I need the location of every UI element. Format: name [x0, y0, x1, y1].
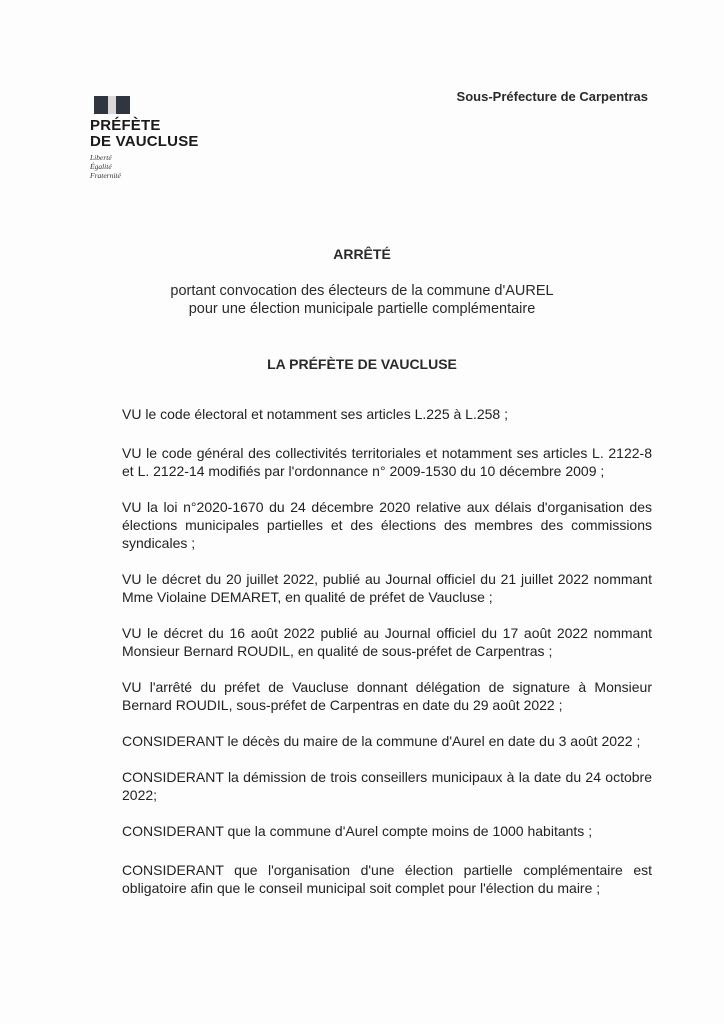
paragraph: VU l'arrêté du préfet de Vaucluse donnant délégation de signature à Monsieur Bernard ROUDIL, sous-préfet de Carpentras en date du 29 août 2022 ; — [122, 679, 652, 713]
logo-line-2: DE VAUCLUSE — [90, 133, 199, 150]
paragraph: CONSIDERANT le décès du maire de la commune d'Aurel en date du 3 août 2022 ; — [122, 733, 641, 749]
paragraph: VU le décret du 16 août 2022 publié au Journal officiel du 17 août 2022 nommant Monsieur Bernard ROUDIL, en qualité de sous-préfet de Carpentras ; — [122, 625, 652, 659]
logo-line-1: PRÉFÈTE — [90, 117, 161, 134]
paragraph: VU le décret du 20 juillet 2022, publié au Journal officiel du 21 juillet 2022 nommant Mme Violaine DEMARET, en qualité de préfet de Vaucluse ; — [122, 571, 652, 605]
paragraph: CONSIDERANT la démission de trois conseillers municipaux à la date du 24 octobre 2022; — [122, 769, 652, 803]
motto-liberte: Liberté — [90, 153, 112, 162]
paragraph: VU la loi n°2020-1670 du 24 décembre 2020 relative aux délais d'organisation des élections municipales partielles et des élections des membres des commissions syndicales ; — [122, 499, 652, 551]
subject-line-2: pour une élection municipale partielle complémentaire — [188, 301, 536, 317]
subprefecture-heading: Sous-Préfecture de Carpentras — [456, 89, 648, 104]
paragraph: CONSIDERANT que l'organisation d'une élection partielle complémentaire est obligatoire afin que le conseil municipal soit complet pour l'élection du maire ; — [122, 862, 652, 896]
document-subject — [0, 282, 724, 318]
motto-fraternite: Fraternité — [90, 171, 121, 180]
prefecture-logo — [90, 96, 230, 180]
paragraph: VU le code électoral et notamment ses articles L.225 à L.258 ; — [122, 406, 508, 422]
logo-title — [90, 118, 230, 150]
issuing-authority: LA PRÉFÈTE DE VAUCLUSE — [267, 356, 457, 372]
considerations-list — [122, 405, 652, 915]
marianne-flag-icon — [94, 96, 134, 114]
subject-line-1: portant convocation des électeurs de la commune d'AUREL — [170, 283, 554, 299]
republic-motto — [90, 153, 230, 180]
paragraph: CONSIDERANT que la commune d'Aurel compte moins de 1000 habitants ; — [122, 823, 593, 839]
document-title: ARRÊTÉ — [333, 246, 391, 262]
motto-egalite: Égalité — [90, 162, 112, 171]
paragraph: VU le code général des collectivités territoriales et notamment ses articles L. 2122-8 et L. 2122-14 modifiés par l'ordonnance n° 2009-1530 du 10 décembre 2009 ; — [122, 445, 652, 479]
